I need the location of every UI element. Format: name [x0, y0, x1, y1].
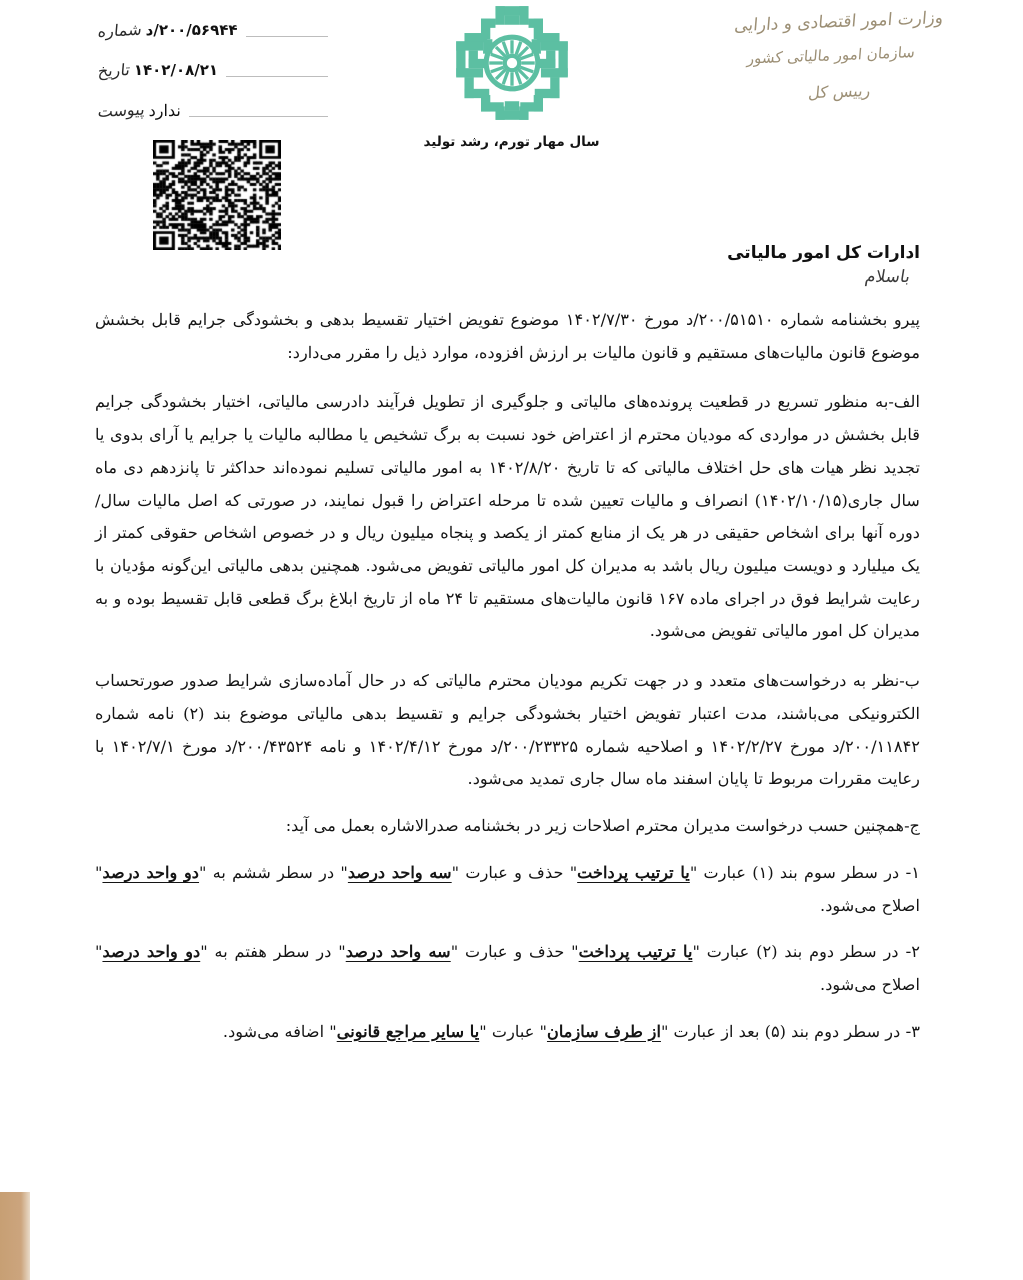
amendment-3-clause: ۵	[770, 1021, 780, 1041]
amendment-1-text-3: " حذف و عبارت "	[451, 862, 578, 882]
amendment-item-2	[95, 936, 920, 1001]
section-a-deadline-date: ۱۴۰۲/۸/۲۰	[488, 457, 561, 477]
section-a-text-3: ) انصراف و مالیات تعیین شده تا مرحله اعتراض را قبول نمایند، در صورتی که اصل مالیات سال/دوره آنها برای اشخاص حقیقی در هر یک از منابع کمتر از یکصد و پنجاه میلیون ریال و در خصوص اشخاص حقوقی کمتر از یک میلیارد و دویست میلیون ریال باشد به مدیران کل امور مالیاتی تفویض می‌شود. همچنین بدهی مالیاتی این‌گونه مؤدیان با رعایت شرایط فوق در اجرای ماده	[95, 490, 920, 608]
attachment-value: ندارد	[148, 100, 181, 120]
section-alef-paragraph	[95, 386, 920, 648]
amendment-2-text-4: " در سطر هفتم به "	[200, 942, 346, 962]
section-b-text-8: با رعایت مقررات مربوط تا پایان اسفند ماه سال جاری تمدید می‌شود.	[95, 736, 920, 789]
meta-rule	[189, 116, 328, 117]
letter-body	[0, 243, 1023, 1048]
intro-text-1: پیرو بخشنامه شماره	[773, 310, 920, 329]
section-a-final-date: ۱۴۰۲/۱۰/۱۵	[761, 490, 842, 510]
section-a-text-5: ماه از تاریخ ابلاغ برگ قطعی قابل تقسیط بوده و به مدیران کل امور مالیاتی تفویض می‌شود.	[95, 588, 920, 641]
intro-paragraph	[95, 304, 920, 369]
greeting: باسلام	[863, 267, 912, 287]
amendment-2-phrase-old: سه واحد درصد	[345, 942, 451, 962]
meta-row-attachment	[92, 90, 332, 130]
section-b-text-5: مورخ	[440, 736, 491, 756]
number-label: شماره	[97, 19, 143, 41]
amendment-1-text-2: ) عبارت "	[689, 862, 759, 882]
referenced-circular-number: ۲۰۰/۵۱۵۱۰/د	[685, 310, 774, 329]
section-b-text-6: و نامه	[312, 736, 369, 756]
amendment-1-text-4: " در سطر ششم به "	[199, 862, 348, 882]
section-be-paragraph	[95, 665, 920, 796]
amendment-2-text-5: " اصلاح می‌شود.	[95, 942, 920, 994]
section-b-text-7: مورخ	[174, 736, 225, 756]
section-a-text-4: قانون مالیات‌های مستقیم تا	[463, 588, 659, 608]
amendment-2-phrase-removed: یا ترتیب پرداخت	[578, 942, 693, 962]
section-b-text-1: ب-نظر به درخواست‌های متعدد و در جهت تکریم مودیان محترم مالیاتی که در حال آماده‌سازی شرایط صدور صورتحساب الکترونیکی می‌باشند، مدت اعتبار تفویض اختیار بخشودگی جرایم و تقسیط بدهی مالیاتی موضوع بند (	[95, 671, 921, 723]
section-b-text-4: و اصلاحیه شماره	[578, 736, 711, 756]
amendment-3-text-4: " اضافه می‌شود.	[222, 1021, 337, 1041]
intro-text-2: مورخ	[637, 310, 686, 329]
amendment-1-phrase-removed: یا ترتیب پرداخت	[577, 862, 690, 882]
section-b-ref3-date: ۱۴۰۲/۷/۱	[111, 736, 175, 756]
iranian-tax-administration-emblem-icon	[450, 4, 574, 122]
amendment-2-clause: ۲	[762, 942, 772, 962]
organization-name: سازمان امور مالیاتی کشور	[746, 42, 916, 68]
amendment-1-phrase-old: سه واحد درصد	[347, 862, 452, 882]
number-value: ۲۰۰/۵۶۹۴۴/د	[145, 21, 238, 39]
section-b-ref2-date: ۱۴۰۲/۴/۱۲	[368, 736, 441, 756]
amendment-2-number: ۲-	[905, 942, 920, 962]
meta-rule	[226, 76, 328, 77]
document-verification-qr-code	[153, 140, 281, 250]
signatory-title: رییس کل	[807, 80, 872, 103]
amendment-item-3	[95, 1016, 920, 1049]
section-a-installment-months: ۲۴	[445, 588, 464, 608]
amendment-1-text-1: در سطر سوم بند (	[767, 862, 906, 882]
scan-edge-artifact	[0, 1192, 30, 1280]
section-a-text-2: به امور مالیاتی تسلیم نموده‌اند حداکثر تا پانزدهم دی ماه سال جاری(	[95, 457, 920, 510]
date-value: ۱۴۰۲/۰۸/۲۱	[133, 61, 219, 79]
section-b-text-2: ) نامه شماره	[95, 703, 190, 723]
section-jim-intro: ج-همچنین حسب درخواست مدیران محترم اصلاحات زیر در بخشنامه صدرالاشاره بعمل می آید:	[285, 816, 920, 836]
amendment-item-1	[95, 857, 920, 922]
amendment-3-number: ۳-	[905, 1021, 920, 1041]
section-b-clause-number: ۲	[189, 703, 199, 723]
amendment-1-text-5: " اصلاح می‌شود.	[95, 862, 920, 915]
year-slogan: سال مهار تورم، رشد تولید	[423, 134, 600, 150]
section-b-text-3: مورخ	[782, 736, 833, 756]
amendment-3-phrase-added: یا سایر مراجع قانونی	[336, 1021, 480, 1041]
ministry-name: وزارت امور اقتصادی و دارایی	[733, 7, 944, 37]
amendment-2-phrase-new: دو واحد درصد	[102, 942, 201, 962]
amendment-1-number: ۱-	[905, 862, 920, 882]
date-label: تاریخ	[97, 59, 131, 81]
amendment-3-text-3: " عبارت "	[479, 1021, 547, 1041]
amendment-3-text-1: در سطر دوم بند (	[779, 1021, 906, 1041]
section-b-ref1-date: ۱۴۰۲/۲/۲۷	[710, 736, 783, 756]
meta-rule	[246, 36, 328, 37]
section-b-ref2-number: ۲۰۰/۲۳۳۲۵/د	[490, 736, 579, 756]
section-b-ref1-number: ۲۰۰/۱۱۸۴۲/د	[832, 736, 920, 756]
amendment-1-phrase-new: دو واحد درصد	[102, 862, 200, 882]
section-a-text-1: الف-به منظور تسریع در قطعیت پرونده‌های مالیاتی و جلوگیری از تطویل فرآیند دادرسی مالیاتی، اختیار بخشودگی جرایم قابل بخشش در مواردی که مودیان محترم از اعتراض خود نسبت به برگ تشخیص یا مطالبه مالیات یا جرایم یا آرای بدوی یا تجدید نظر هیات های حل اختلاف مالیاتی که تا تاریخ	[95, 392, 920, 477]
amendment-2-text-2: ) عبارت "	[692, 942, 763, 962]
section-b-ref3-number: ۲۰۰/۴۳۵۲۴/د	[224, 736, 313, 756]
meta-row-date	[92, 50, 332, 90]
addressee: ادارات کل امور مالیاتی	[727, 243, 920, 263]
intro-text-3: موضوع تفویض اختیار تقسیط بدهی و بخشودگی جرایم قابل بخشش موضوع قانون مالیات‌های مستقیم و قانون مالیات بر ارزش افزوده، موارد ذیل را مقرر می‌دارد:	[95, 310, 920, 362]
meta-row-number	[92, 10, 332, 50]
amendment-2-text-3: " حذف و عبارت "	[450, 942, 579, 962]
referenced-circular-date: ۱۴۰۲/۷/۳۰	[565, 310, 638, 329]
attachment-label: پیوست	[97, 99, 146, 121]
amendment-2-text-1: در سطر دوم بند (	[771, 942, 906, 962]
amendment-3-text-2: ) بعد از عبارت "	[660, 1021, 771, 1041]
amendment-3-phrase-anchor: از طرف سازمان	[546, 1021, 661, 1041]
document-meta-block	[92, 10, 332, 130]
amendment-1-clause: ۱	[758, 862, 768, 882]
section-a-article-number: ۱۶۷	[658, 588, 685, 608]
